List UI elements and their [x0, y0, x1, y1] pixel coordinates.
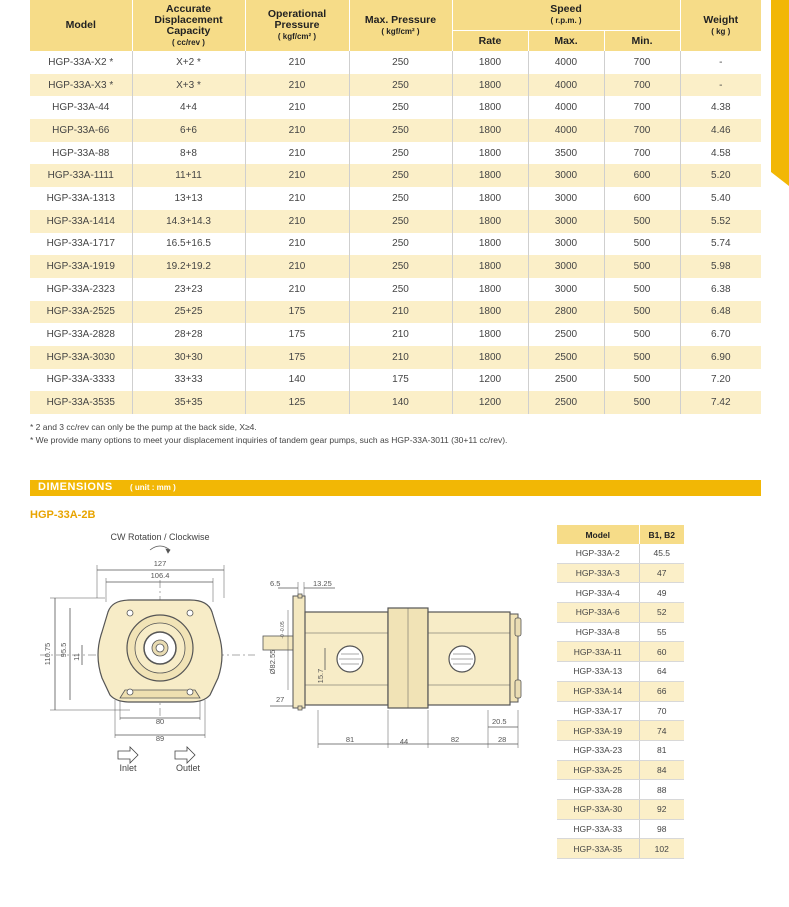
cell-min-speed: 600	[604, 187, 680, 210]
table-row	[30, 119, 761, 142]
cell-model: HGP-33A-1717	[46, 238, 115, 250]
dim-44: 44	[399, 737, 409, 746]
cell-op-pressure: 175	[245, 301, 349, 324]
header-max-pressure: Max. Pressure ( kgf/cm² )	[349, 0, 452, 51]
cell-b-value: 81	[639, 740, 684, 760]
spec-table	[30, 0, 761, 414]
dim-81: 81	[345, 735, 355, 744]
cell-displacement: 8+8	[132, 142, 245, 165]
table-row	[557, 583, 684, 603]
cell-max-speed: 3000	[528, 210, 604, 233]
cell-weight: 5.40	[680, 187, 761, 210]
cell-displacement: 35+35	[132, 391, 245, 414]
cell-displacement: 11+11	[132, 164, 245, 187]
cell-displacement: 30+30	[132, 346, 245, 369]
dim-89: 89	[155, 734, 165, 743]
table-row	[30, 391, 761, 414]
inlet-arrow-icon	[118, 747, 138, 763]
cell-max-pressure: 250	[349, 187, 452, 210]
table-row	[30, 278, 761, 301]
cell-b-value: 84	[639, 760, 684, 780]
cell-weight: 4.58	[680, 142, 761, 165]
cell-rate: 1800	[452, 119, 528, 142]
cell-min-speed: 700	[604, 119, 680, 142]
table-row	[30, 323, 761, 346]
cell-model: HGP-33A-25	[557, 760, 639, 780]
cell-op-pressure: 210	[245, 74, 349, 97]
cell-model: HGP-33A-11	[557, 642, 639, 662]
cell-displacement: 4+4	[132, 96, 245, 119]
cell-model: HGP-33A-33	[557, 819, 639, 839]
cell-max-speed: 3500	[528, 142, 604, 165]
cell-max-pressure: 250	[349, 164, 452, 187]
dim-106-4: 106.4	[150, 571, 170, 580]
cell-op-pressure: 175	[245, 323, 349, 346]
cell-displacement: 28+28	[132, 323, 245, 346]
cell-rate: 1800	[452, 51, 528, 74]
header-model: Model	[30, 0, 132, 51]
cell-b-value: 55	[639, 622, 684, 642]
dim-20-5: 20.5	[492, 717, 507, 726]
cell-op-pressure: 210	[245, 142, 349, 165]
cell-op-pressure: 210	[245, 278, 349, 301]
table-row	[30, 233, 761, 256]
table-row	[557, 642, 684, 662]
dim-15-7: 15.7	[316, 668, 325, 684]
cell-model: HGP-33A-23	[557, 740, 639, 760]
cell-max-speed: 3000	[528, 164, 604, 187]
cell-b-value: 64	[639, 662, 684, 682]
table-row	[557, 701, 684, 721]
table-row	[557, 799, 684, 819]
header-min-speed: Min.	[604, 31, 680, 52]
cell-b-value: 60	[639, 642, 684, 662]
dim-82-55: Ø82.55	[268, 649, 277, 675]
cell-min-speed: 500	[604, 210, 680, 233]
table-row	[557, 563, 684, 583]
table-row	[30, 255, 761, 278]
cell-model: HGP-33A-2828	[46, 329, 115, 341]
cell-op-pressure: 210	[245, 210, 349, 233]
cell-op-pressure: 210	[245, 119, 349, 142]
table-row	[557, 760, 684, 780]
cell-model: HGP-33A-X2 *	[48, 56, 114, 68]
dimensions-bar	[30, 480, 761, 496]
cell-max-pressure: 250	[349, 74, 452, 97]
cell-max-speed: 3000	[528, 233, 604, 256]
cell-b-value: 92	[639, 799, 684, 819]
cell-max-speed: 2500	[528, 323, 604, 346]
cell-max-pressure: 250	[349, 255, 452, 278]
table-row	[557, 622, 684, 642]
cell-displacement: 6+6	[132, 119, 245, 142]
cell-b-value: 66	[639, 681, 684, 701]
cell-min-speed: 500	[604, 278, 680, 301]
cell-min-speed: 500	[604, 323, 680, 346]
cell-model: HGP-33A-17	[557, 701, 639, 721]
cell-model: HGP-33A-13	[557, 662, 639, 682]
cell-max-pressure: 250	[349, 233, 452, 256]
cell-b-value: 52	[639, 603, 684, 623]
cell-weight: 7.20	[680, 369, 761, 392]
cell-model: HGP-33A-3	[557, 563, 639, 583]
table-row	[557, 721, 684, 741]
cell-b-value: 102	[639, 839, 684, 859]
cell-rate: 1200	[452, 391, 528, 414]
b-header-model: Model	[557, 525, 639, 544]
cell-min-speed: 500	[604, 233, 680, 256]
dim-6-5: 6.5	[270, 579, 281, 588]
side-view	[263, 582, 521, 748]
cell-weight: 7.42	[680, 391, 761, 414]
dim-80: 80	[155, 717, 165, 726]
cell-max-speed: 2500	[528, 391, 604, 414]
side-tab	[771, 0, 789, 172]
cell-max-pressure: 250	[349, 278, 452, 301]
cell-model: HGP-33A-19	[557, 721, 639, 741]
cell-min-speed: 500	[604, 346, 680, 369]
dim-95-5: 95.5	[59, 642, 68, 658]
dim-127: 127	[153, 559, 167, 568]
table-row	[30, 210, 761, 233]
dimension-drawing	[0, 520, 540, 780]
cell-rate: 1800	[452, 255, 528, 278]
table-row	[30, 369, 761, 392]
cell-b-value: 88	[639, 780, 684, 800]
cell-max-speed: 4000	[528, 74, 604, 97]
cell-rate: 1800	[452, 233, 528, 256]
cell-rate: 1800	[452, 346, 528, 369]
cell-weight: 4.46	[680, 119, 761, 142]
cell-max-speed: 3000	[528, 278, 604, 301]
cell-max-pressure: 210	[349, 346, 452, 369]
cell-b-value: 47	[639, 563, 684, 583]
dim-28: 28	[498, 735, 507, 744]
cell-displacement: X+3 *	[132, 74, 245, 97]
dim-13-25: 13.25	[313, 579, 332, 588]
cell-weight: -	[680, 51, 761, 74]
cell-min-speed: 500	[604, 369, 680, 392]
outlet-arrow-icon	[175, 747, 195, 763]
cell-b-value: 45.5	[639, 544, 684, 563]
cell-rate: 1800	[452, 301, 528, 324]
cell-model: HGP-33A-1919	[30, 255, 132, 278]
footnote-1: * 2 and 3 cc/rev can only be the pump at the back side, X≥4.	[30, 422, 257, 432]
cell-b-value: 74	[639, 721, 684, 741]
header-weight: Weight ( kg )	[680, 0, 761, 51]
cell-op-pressure: 210	[245, 164, 349, 187]
cell-weight: 6.48	[680, 301, 761, 324]
cell-rate: 1800	[452, 278, 528, 301]
cell-rate: 1200	[452, 369, 528, 392]
cell-max-speed: 2500	[528, 346, 604, 369]
cell-rate: 1800	[452, 142, 528, 165]
front-view	[40, 565, 255, 738]
cell-max-speed: 2500	[528, 369, 604, 392]
cell-model: HGP-33A-30	[557, 799, 639, 819]
cell-max-pressure: 250	[349, 51, 452, 74]
cell-model: HGP-33A-1313	[46, 192, 115, 204]
cell-op-pressure: 210	[245, 51, 349, 74]
cell-model: HGP-33A-8	[557, 622, 639, 642]
table-row	[30, 346, 761, 369]
cell-max-speed: 4000	[528, 119, 604, 142]
cell-min-speed: 500	[604, 391, 680, 414]
cell-model: HGP-33A-35	[557, 839, 639, 859]
cell-op-pressure: 125	[245, 391, 349, 414]
cell-displacement: 19.2+19.2	[132, 255, 245, 278]
cell-min-speed: 600	[604, 164, 680, 187]
cell-displacement: 23+23	[132, 278, 245, 301]
cell-max-pressure: 250	[349, 96, 452, 119]
table-row	[30, 164, 761, 187]
cell-b-value: 98	[639, 819, 684, 839]
cell-max-pressure: 175	[349, 369, 452, 392]
cell-weight: -	[680, 74, 761, 97]
cell-b-value: 49	[639, 583, 684, 603]
table-row	[557, 839, 684, 859]
dimensions-unit: ( unit : mm )	[130, 483, 176, 492]
header-speed: Speed ( r.p.m. )	[452, 0, 680, 31]
table-row	[30, 187, 761, 210]
table-row	[30, 142, 761, 165]
cell-model: HGP-33A-3030	[30, 346, 132, 369]
dim-11: 11	[72, 653, 81, 661]
cell-weight: 5.52	[680, 210, 761, 233]
table-row	[30, 74, 761, 97]
dimensions-title: DIMENSIONS	[38, 481, 113, 493]
table-row	[30, 301, 761, 324]
cell-rate: 1800	[452, 164, 528, 187]
cell-max-pressure: 140	[349, 391, 452, 414]
header-op-pressure: Operational Pressure ( kgf/cm² )	[245, 0, 349, 51]
b-dimension-table	[557, 525, 684, 859]
dim-82-55-tolerance: -0 -0.05	[280, 621, 286, 639]
cell-max-pressure: 210	[349, 323, 452, 346]
cell-op-pressure: 140	[245, 369, 349, 392]
cell-weight: 5.98	[680, 255, 761, 278]
outlet-label: Outlet	[175, 763, 201, 773]
table-row	[557, 740, 684, 760]
table-row	[557, 819, 684, 839]
cell-max-speed: 4000	[528, 51, 604, 74]
cell-max-speed: 4000	[528, 96, 604, 119]
cell-weight: 6.90	[680, 346, 761, 369]
cell-max-speed: 2800	[528, 301, 604, 324]
cell-model: HGP-33A-14	[557, 681, 639, 701]
cell-model: HGP-33A-2525	[30, 301, 132, 324]
cell-weight: 6.70	[680, 323, 761, 346]
cell-op-pressure: 210	[245, 233, 349, 256]
cell-model: HGP-33A-2323	[46, 283, 115, 295]
cell-min-speed: 500	[604, 255, 680, 278]
cell-displacement: 14.3+14.3	[132, 210, 245, 233]
table-row	[557, 681, 684, 701]
cell-max-pressure: 250	[349, 142, 452, 165]
cell-model: HGP-33A-1111	[30, 164, 132, 187]
spec-table-body	[30, 51, 761, 414]
table-row	[557, 780, 684, 800]
cell-max-pressure: 250	[349, 210, 452, 233]
header-max-speed: Max.	[528, 31, 604, 52]
cell-op-pressure: 175	[245, 346, 349, 369]
cell-op-pressure: 210	[245, 187, 349, 210]
table-row	[30, 51, 761, 74]
cell-model: HGP-33A-2	[557, 544, 639, 563]
cell-model: HGP-33A-44	[52, 102, 110, 114]
cell-max-pressure: 210	[349, 301, 452, 324]
cell-rate: 1800	[452, 74, 528, 97]
dim-27: 27	[276, 695, 285, 704]
drawing-subtitle: HGP-33A-2B	[30, 509, 96, 521]
cell-model: HGP-33A-28	[557, 780, 639, 800]
cell-model: HGP-33A-4	[557, 583, 639, 603]
cell-rate: 1800	[452, 210, 528, 233]
b-header-b: B1, B2	[639, 525, 684, 544]
cell-min-speed: 700	[604, 51, 680, 74]
cell-displacement: 16.5+16.5	[132, 233, 245, 256]
cell-rate: 1800	[452, 187, 528, 210]
cell-model: HGP-33A-1414	[30, 210, 132, 233]
cell-weight: 5.74	[680, 233, 761, 256]
cell-b-value: 70	[639, 701, 684, 721]
cell-op-pressure: 210	[245, 255, 349, 278]
cell-model: HGP-33A-66	[30, 119, 132, 142]
cell-max-speed: 3000	[528, 255, 604, 278]
cell-max-speed: 3000	[528, 187, 604, 210]
cell-weight: 5.20	[680, 164, 761, 187]
header-displacement: Accurate Displacement Capacity ( cc/rev )	[132, 0, 245, 51]
inlet-label: Inlet	[119, 763, 137, 773]
cell-min-speed: 700	[604, 142, 680, 165]
cell-rate: 1800	[452, 96, 528, 119]
header-rate: Rate	[452, 31, 528, 52]
table-row	[557, 662, 684, 682]
cell-min-speed: 700	[604, 96, 680, 119]
dim-110-75: 110.75	[43, 642, 52, 666]
table-row	[557, 603, 684, 623]
dim-82: 82	[450, 735, 460, 744]
cell-model: HGP-33A-3535	[30, 391, 132, 414]
cell-min-speed: 700	[604, 74, 680, 97]
cell-rate: 1800	[452, 323, 528, 346]
cell-model: HGP-33A-6	[557, 603, 639, 623]
cell-model: HGP-33A-88	[52, 147, 110, 159]
cell-min-speed: 500	[604, 301, 680, 324]
table-row	[30, 96, 761, 119]
cell-displacement: 33+33	[132, 369, 245, 392]
table-row	[557, 544, 684, 563]
cell-displacement: X+2 *	[132, 51, 245, 74]
cell-model: HGP-33A-X3 *	[30, 74, 132, 97]
cell-model: HGP-33A-3333	[46, 374, 115, 386]
cell-max-pressure: 250	[349, 119, 452, 142]
footnote-2: * We provide many options to meet your displacement inquiries of tandem gear pumps, such as HGP-33A-3011 (30+11 cc/rev).	[30, 435, 508, 445]
rotation-label: CW Rotation / Clockwise	[110, 532, 210, 542]
cell-displacement: 25+25	[132, 301, 245, 324]
b-table-body	[557, 544, 684, 859]
cell-displacement: 13+13	[132, 187, 245, 210]
cell-weight: 6.38	[680, 278, 761, 301]
cell-weight: 4.38	[680, 96, 761, 119]
cell-op-pressure: 210	[245, 96, 349, 119]
